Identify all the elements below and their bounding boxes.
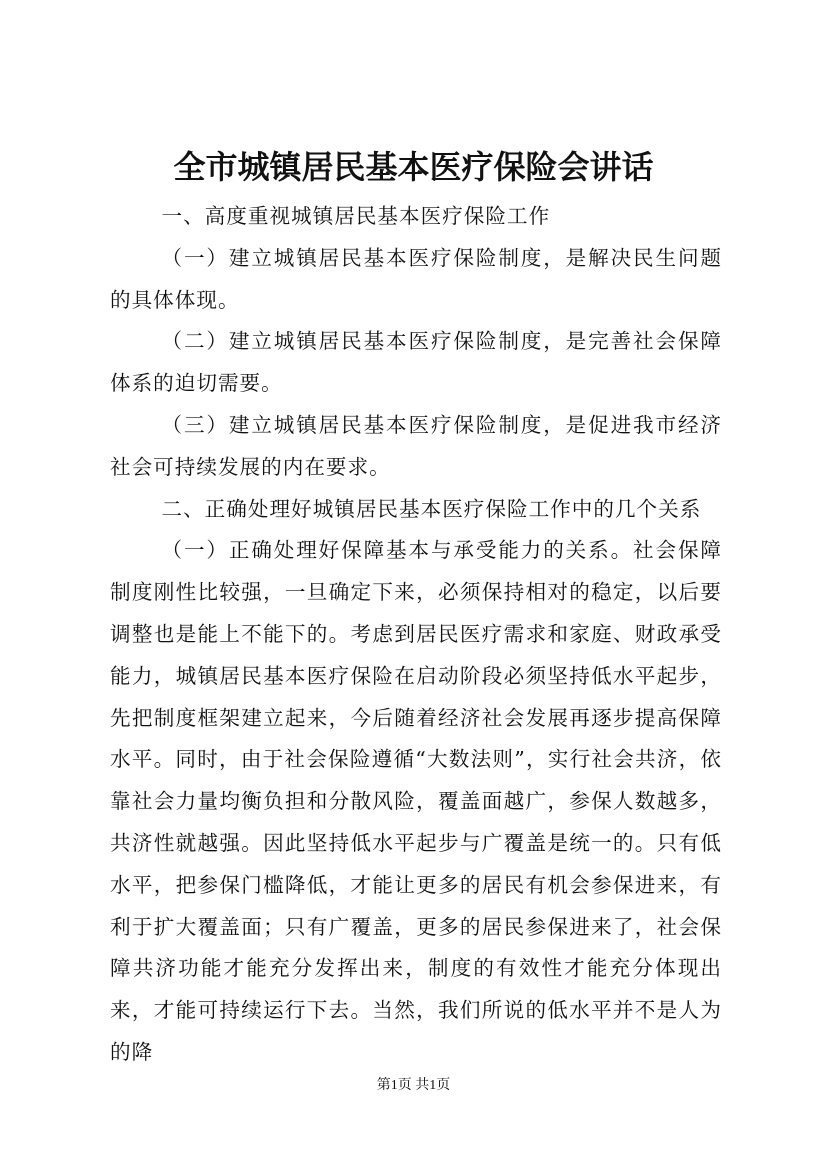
page-footer: 第1页 共1页	[376, 1078, 451, 1093]
document-title: 全市城镇居民基本医疗保险会讲话	[173, 148, 654, 186]
paragraph-2-1: （一）正确处理好保障基本与承受能力的关系。社会保障制度刚性比较强，一旦确定下来，必须保持相对的稳定，以后要调整也是能上不能下的。考虑到居民医疗需求和家庭、财政承受能力，城镇居民基本医疗保险在启动阶段必须坚持低水平起步，先把制度框架建立起来，今后随着经济社会发展再逐步提高保障水平。同时，由于社会保险遵循“大数法则”，实行社会共济，依靠社会力量均衡负担和分散风险，覆盖面越广，参保人数越多，共济性就越强。因此坚持低水平起步与广覆盖是统一的。只有低水平，把参保门槛降低，才能让更多的居民有机会参保进来，有利于扩大覆盖面；只有广覆盖，更多的居民参保进来了，社会保障共济功能才能充分发挥出来，制度的有效性才能充分体现出来，才能可持续运行下去。当然，我们所说的低水平并不是人为的降	[110, 538, 722, 1064]
section-heading-2: 二、正确处理好城镇居民基本医疗保险工作中的几个关系	[161, 496, 702, 521]
paragraph-1-3: （三）建立城镇居民基本医疗保险制度，是促进我市经济社会可持续发展的内在要求。	[110, 412, 722, 479]
paragraph-1-1: （一）建立城镇居民基本医疗保险制度，是解决民生问题的具体体现。	[110, 245, 722, 312]
document-body	[110, 196, 722, 1074]
section-heading-1: 一、高度重视城镇居民基本医疗保险工作	[161, 204, 551, 228]
paragraph-1-2: （二）建立城镇居民基本医疗保险制度，是完善社会保障体系的迫切需要。	[110, 329, 722, 396]
